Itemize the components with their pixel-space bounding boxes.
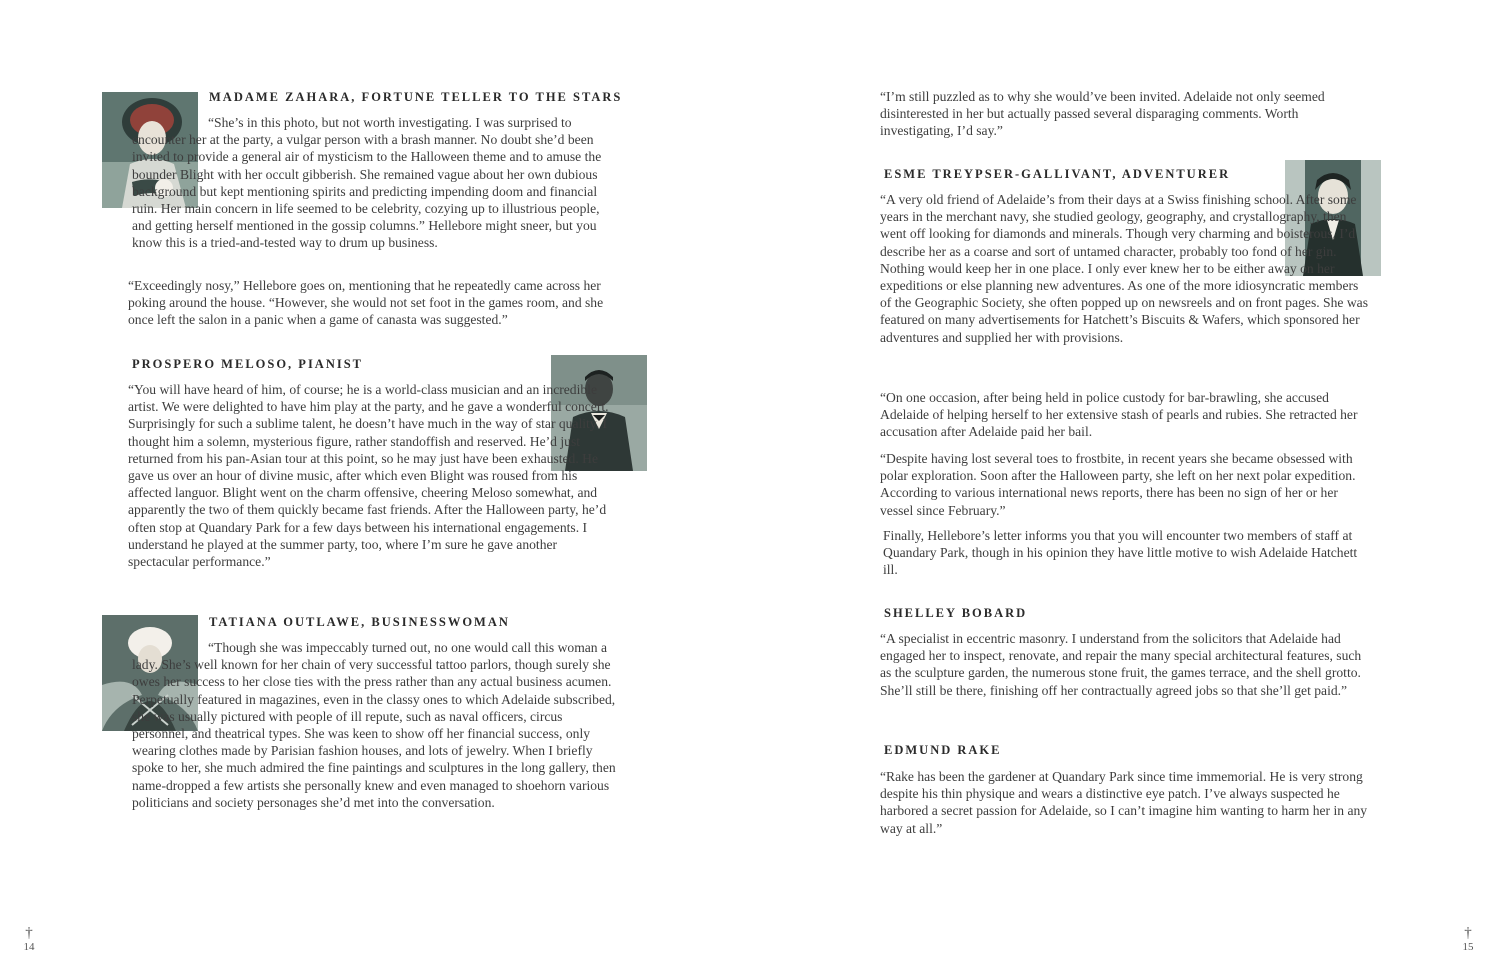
page-number: † 15 <box>1458 926 1478 953</box>
entry-paragraph: “You will have heard of him, of course; he is a world-class musician and an incredible artist. We were delighted to have him play at the party, and he gave a wonderful concert. Surprisingly for such a sublime talent, he doesn’t have much in the way of star quality. I thought him a solemn, mysterious figure, rather standoffish and reserved. He’d just returned from his pan-Asian tour at this point, so he may just have been exhausted. He gave us over an hour of divine music, after which even Blight was roused from his affected languor. Blight went on the charm offensive, cheering Meloso somewhat, and apparently the two of them quickly became fast friends. After the Halloween party, he’d often stop at Quandary Park for a few days between his international engagements. I understand he played at the summer party, too, where I’m sure he gave another spectacular performance.” <box>128 382 609 570</box>
entry-heading: TATIANA OUTLAWE, BUSINESSWOMAN <box>209 615 510 629</box>
dagger-ornament: † <box>1464 925 1472 941</box>
entry-heading: ESME TREYPSER-GALLIVANT, ADVENTURER <box>884 167 1231 181</box>
entry-paragraph: “Despite having lost several toes to frostbite, in recent years she became obsessed with polar exploration. Soon after the Halloween party, she left on her next polar expedition. According to various international news reports, there has been no sign of her or her vessel since February.” <box>880 451 1356 518</box>
entry-heading: SHELLEY BOBARD <box>884 606 1028 620</box>
intro-paragraph: “I’m still puzzled as to why she would’ve been invited. Adelaide not only seemed disinterested in her but actually passed several disparaging comments. Worth investigating, I’d say.” <box>880 89 1325 139</box>
entry-paragraph: “She’s in this photo, but not worth investigating. I was surprised to encounter her at the party, a vulgar person with a brash manner. No doubt she’d been invited to provide a general air of mysticism to the Halloween theme and to amuse the bounder Blight with her occult gibberish. She remained vague about her own dubious background but kept mentioning spirits and predicting impending doom and financial ruin. Her main concern in life seemed to be celebrity, cozying up to illustrious people, and getting herself mentioned in the gossip columns.” Hellebore might sneer, but you know this is a tried-and-tested way to drum up business. <box>132 115 602 251</box>
entry-paragraph: “Though she was impeccably turned out, no one would call this woman a lady. She’s well known for her chain of very successful tattoo parlors, though surely she owes her success to her close ties with the press rather than any actual business acumen. Perpetually featured in magazines, even in the classy ones to which Adelaide subscribed, she was usually pictured with people of ill repute, such as naval officers, circus personnel, and theatrical types. She was keen to show off her financial success, only wearing clothes made by Parisian fashion houses, and lots of jewelry. When I briefly spoke to her, she much admired the fine paintings and sculptures in the long gallery, then name-dropped a few artists she personally knew and even managed to shoehorn various politicians and society personages she’d met into the conversation. <box>132 640 616 810</box>
page-number: † 14 <box>19 926 39 953</box>
entry-paragraph: “Exceedingly nosy,” Hellebore goes on, mentioning that he repeatedly came across her poking around the house. “However, she would not set foot in the games room, and she once left the salon in a panic when a game of canasta was suggested.” <box>128 278 604 328</box>
entry-paragraph: “Rake has been the gardener at Quandary Park since time immemorial. He is very strong despite his thin physique and wears a distinctive eye patch. I’ve always suspected he harbored a secret passion for Adelaide, so I can’t imagine him wanting to harm her in any way at all.” <box>880 769 1368 836</box>
entry-paragraph: Finally, Hellebore’s letter informs you that you will encounter two members of staff at Quandary Park, though in his opinion they have little motive to wish Adelaide Hatchett ill. <box>883 528 1358 578</box>
right-page <box>750 0 1500 973</box>
entry-heading: EDMUND RAKE <box>884 743 1002 757</box>
entry-paragraph: “A specialist in eccentric masonry. I understand from the solicitors that Adelaide had engaged her to inspect, renovate, and repair the many special architectural features, such as the sculpture garden, the numerous stone fruit, the games terrace, and the shell grotto. She’ll still be there, finishing off her contractually agreed jobs so that she’ll get paid.” <box>880 631 1362 698</box>
entry-paragraph: “On one occasion, after being held in police custody for bar-brawling, she accused Adelaide of helping herself to her extensive stash of pearls and rubies. She retracted her accusation after Adelaide paid her bail. <box>880 390 1358 440</box>
entry-heading: PROSPERO MELOSO, PIANIST <box>132 357 364 371</box>
entry-paragraph: “A very old friend of Adelaide’s from their days at a Swiss finishing school. After some years in the merchant navy, she studied geology, geography, and crystallography, then went off looking for diamonds and minerals. Though very charming and boisterous, I’d describe her as a coarse and sort of untamed character, probably too fond of her gin. Nothing would keep her in one place. I only ever knew her to be either away on her expeditions or else planning new adventures. As one of the more idiosyncratic members of the Geographic Society, she often popped up on newsreels and on front pages. She was featured on many advertisements for Hatchett’s Biscuits & Wafers, which sponsored her adventures and supplied her with provisions. <box>880 192 1368 345</box>
dagger-ornament: † <box>25 925 33 941</box>
entry-heading: MADAME ZAHARA, FORTUNE TELLER TO THE STARS <box>209 90 623 104</box>
